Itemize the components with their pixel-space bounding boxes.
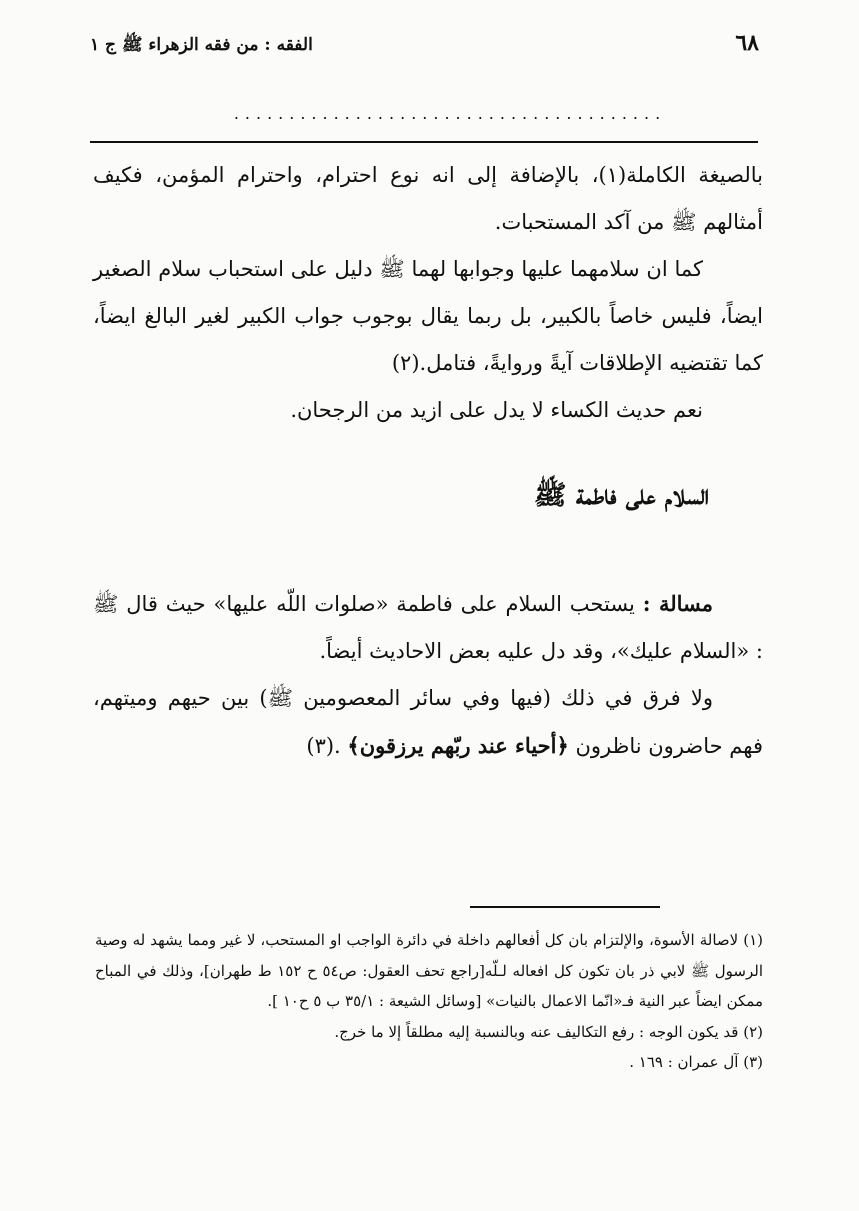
paragraph-2: كما ان سلامهما عليها وجوابها لهما ﷺ دليل على استحباب سلام الصغير ايضاً، فليس خاصاً بالكبير، بل ربما يقال بوجوب جواب الكبير لغير البالغ ايضاً، كما تقتضيه الإطلاقات آيةً وروايةً، فتامل.(٢) — [93, 257, 763, 375]
footnote-2: (٢) قد يكون الوجه : رفع التكاليف عنه وبالنسبة إليه مطلقاً إلا ما خرج. — [334, 1022, 763, 1041]
main-text — [93, 152, 763, 434]
section-text — [93, 580, 763, 770]
paragraph-1: بالصيغة الكاملة(١)، بالإضافة إلى انه نوع احترام، واحترام المؤمن، فكيف أمثالهم ﷺ من آكد المستحبات. — [93, 163, 763, 234]
footnote-rule — [470, 906, 660, 908]
section-paragraph-1-text: يستحب السلام على فاطمة «صلوات اللّه عليها» حيث قال ﷺ : «السلام عليك»، وقد دل عليه بعض الاحاديث أيضاً. — [93, 592, 763, 663]
footnote-3: (٣) آل عمران : ١٦٩ . — [629, 1053, 763, 1071]
paragraph-3: نعم حديث الكساء لا يدل على ازيد من الرجحان. — [290, 398, 703, 422]
footnotes — [95, 925, 763, 1078]
footnote-ref-3: .(٣) — [306, 734, 348, 758]
section-heading: السلام على فاطمة ﷺ — [533, 480, 709, 511]
section-paragraph-1 — [93, 580, 763, 675]
header-rule — [90, 141, 758, 143]
footnote-1: (١) لاصالة الأسوة، والإلتزام بان كل أفعالهم داخلة في دائرة الواجب او المستحب، لا غير ومما يشهد له وصية الرسول ﷺ لابي ذر بان تكون كل افعاله لـلّه[راجع تحف العقول: ص٥٤ ح ١٥٢ ط طهران]، وذلك في المباح ممكن ايضاً عبر النية فـ«انّما الاعمال بالنيات» [وسائل الشيعة : ٣٥/١ ب ٥ ح١٠ ]. — [95, 931, 763, 1010]
section-paragraph-2 — [93, 675, 763, 770]
dotted-separator: ....................................... — [233, 104, 667, 123]
page-number: ٦٨ — [735, 30, 759, 56]
section-paragraph-2-text: ولا فرق في ذلك (فيها وفي سائر المعصومين ﷺ) بين حيهم وميتهم، فهم حاضرون ناظرون — [93, 686, 763, 758]
running-title: الفقه : من فقه الزهراء ﷺ ج ١ — [90, 35, 313, 55]
masala-label: مسالة : — [642, 591, 713, 616]
quran-quote: ﴿أحياء عند ربّهم يرزقون﴾ — [347, 733, 569, 758]
